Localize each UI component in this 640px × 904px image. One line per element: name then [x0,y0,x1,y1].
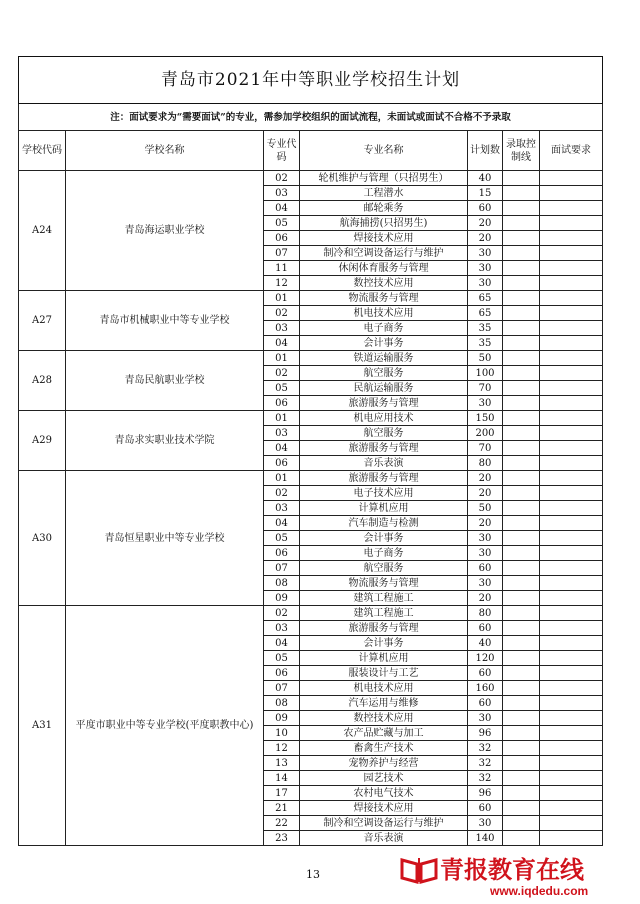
control-line-cell [503,381,540,396]
plan-count-cell: 70 [468,381,503,396]
plan-count-cell: 20 [468,516,503,531]
interview-cell [540,696,603,711]
interview-cell [540,726,603,741]
control-line-cell [503,501,540,516]
major-code-cell: 01 [264,351,300,366]
major-code-cell: 14 [264,771,300,786]
school-name-cell: 平度市职业中等专业学校(平度职教中心) [66,606,264,846]
major-name-cell: 物流服务与管理 [300,576,468,591]
interview-cell [540,441,603,456]
control-line-cell [503,216,540,231]
header-control-line: 录取控制线 [503,131,540,171]
control-line-cell [503,186,540,201]
school-code-cell: A29 [19,411,66,471]
table-row [19,291,603,306]
major-code-cell: 02 [264,171,300,186]
control-line-cell [503,591,540,606]
interview-cell [540,576,603,591]
major-name-cell: 航空服务 [300,426,468,441]
plan-count-cell: 65 [468,306,503,321]
major-name-cell: 数控技术应用 [300,711,468,726]
table-row [19,606,603,621]
control-line-cell [503,351,540,366]
school-name-cell: 青岛求实职业技术学院 [66,411,264,471]
plan-count-cell: 35 [468,336,503,351]
header-school-code: 学校代码 [19,131,66,171]
control-line-cell [503,201,540,216]
interview-cell [540,336,603,351]
school-code-cell: A30 [19,471,66,606]
interview-cell [540,321,603,336]
interview-cell [540,681,603,696]
control-line-cell [503,471,540,486]
plan-count-cell: 150 [468,411,503,426]
control-line-cell [503,171,540,186]
control-line-cell [503,561,540,576]
major-code-cell: 08 [264,696,300,711]
interview-cell [540,591,603,606]
control-line-cell [503,636,540,651]
table-row [19,351,603,366]
school-name-cell: 青岛民航职业学校 [66,351,264,411]
major-name-cell: 电子商务 [300,546,468,561]
interview-cell [540,531,603,546]
interview-cell [540,261,603,276]
major-code-cell: 13 [264,756,300,771]
control-line-cell [503,306,540,321]
school-code-cell: A31 [19,606,66,846]
major-code-cell: 03 [264,186,300,201]
major-code-cell: 06 [264,396,300,411]
plan-count-cell: 50 [468,351,503,366]
interview-cell [540,516,603,531]
plan-count-cell: 60 [468,666,503,681]
major-code-cell: 02 [264,306,300,321]
plan-count-cell: 30 [468,711,503,726]
control-line-cell [503,681,540,696]
control-line-cell [503,771,540,786]
interview-cell [540,801,603,816]
major-code-cell: 12 [264,276,300,291]
major-code-cell: 23 [264,831,300,846]
major-name-cell: 电子技术应用 [300,486,468,501]
plan-count-cell: 60 [468,201,503,216]
interview-note: 注：面试要求为“需要面试”的专业，需参加学校组织的面试流程，未面试或面试不合格不予录取 [19,104,603,131]
control-line-cell [503,321,540,336]
interview-cell [540,471,603,486]
table-row [19,171,603,186]
control-line-cell [503,831,540,846]
major-name-cell: 轮机维护与管理（只招男生） [300,171,468,186]
plan-count-cell: 30 [468,576,503,591]
major-code-cell: 22 [264,816,300,831]
major-code-cell: 01 [264,471,300,486]
major-name-cell: 休闲体育服务与管理 [300,261,468,276]
control-line-cell [503,336,540,351]
plan-count-cell: 100 [468,366,503,381]
school-name-cell: 青岛市机械职业中等专业学校 [66,291,264,351]
header-interview: 面试要求 [540,131,603,171]
major-code-cell: 01 [264,291,300,306]
major-name-cell: 电子商务 [300,321,468,336]
major-code-cell: 05 [264,651,300,666]
interview-cell [540,216,603,231]
interview-cell [540,231,603,246]
header-major-code: 专业代码 [264,131,300,171]
control-line-cell [503,261,540,276]
major-name-cell: 制冷和空调设备运行与维护 [300,246,468,261]
interview-cell [540,306,603,321]
plan-count-cell: 160 [468,681,503,696]
page-title: 青岛市2021年中等职业学校招生计划 [19,57,603,104]
plan-count-cell: 80 [468,606,503,621]
control-line-cell [503,456,540,471]
major-name-cell: 建筑工程施工 [300,591,468,606]
plan-count-cell: 20 [468,591,503,606]
interview-cell [540,561,603,576]
interview-cell [540,816,603,831]
control-line-cell [503,231,540,246]
plan-count-cell: 30 [468,816,503,831]
control-line-cell [503,531,540,546]
major-name-cell: 焊接技术应用 [300,801,468,816]
control-line-cell [503,711,540,726]
header-major-name: 专业名称 [300,131,468,171]
control-line-cell [503,546,540,561]
page-number: 13 [306,868,320,881]
major-name-cell: 机电技术应用 [300,681,468,696]
interview-cell [540,276,603,291]
control-line-cell [503,291,540,306]
major-code-cell: 04 [264,516,300,531]
control-line-cell [503,426,540,441]
major-code-cell: 07 [264,246,300,261]
major-code-cell: 02 [264,366,300,381]
plan-count-cell: 60 [468,801,503,816]
interview-cell [540,831,603,846]
control-line-cell [503,741,540,756]
major-code-cell: 03 [264,426,300,441]
plan-count-cell: 30 [468,531,503,546]
major-name-cell: 航空服务 [300,561,468,576]
plan-count-cell: 20 [468,486,503,501]
major-name-cell: 园艺技术 [300,771,468,786]
major-name-cell: 汽车运用与维修 [300,696,468,711]
plan-count-cell: 32 [468,741,503,756]
major-name-cell: 铁道运输服务 [300,351,468,366]
major-code-cell: 03 [264,621,300,636]
plan-count-cell: 32 [468,756,503,771]
major-name-cell: 会计事务 [300,531,468,546]
school-name-cell: 青岛恒星职业中等专业学校 [66,471,264,606]
plan-count-cell: 30 [468,261,503,276]
control-line-cell [503,801,540,816]
interview-cell [540,486,603,501]
plan-count-cell: 20 [468,231,503,246]
major-code-cell: 11 [264,261,300,276]
major-code-cell: 09 [264,711,300,726]
plan-count-cell: 30 [468,246,503,261]
interview-cell [540,621,603,636]
major-code-cell: 05 [264,216,300,231]
plan-count-cell: 120 [468,651,503,666]
major-code-cell: 03 [264,321,300,336]
major-name-cell: 航空服务 [300,366,468,381]
plan-count-cell: 96 [468,786,503,801]
major-code-cell: 06 [264,456,300,471]
interview-cell [540,366,603,381]
major-name-cell: 音乐表演 [300,456,468,471]
major-name-cell: 服装设计与工艺 [300,666,468,681]
major-code-cell: 08 [264,576,300,591]
interview-cell [540,501,603,516]
control-line-cell [503,411,540,426]
major-name-cell: 机电应用技术 [300,411,468,426]
major-code-cell: 17 [264,786,300,801]
major-name-cell: 航海捕捞(只招男生) [300,216,468,231]
interview-cell [540,771,603,786]
interview-cell [540,456,603,471]
control-line-cell [503,651,540,666]
major-code-cell: 05 [264,531,300,546]
major-name-cell: 汽车制造与检测 [300,516,468,531]
plan-count-cell: 20 [468,471,503,486]
interview-cell [540,381,603,396]
interview-cell [540,171,603,186]
interview-cell [540,651,603,666]
plan-count-cell: 200 [468,426,503,441]
major-name-cell: 邮轮乘务 [300,201,468,216]
school-code-cell: A28 [19,351,66,411]
major-name-cell: 物流服务与管理 [300,291,468,306]
interview-cell [540,606,603,621]
school-code-cell: A24 [19,171,66,291]
interview-cell [540,396,603,411]
table-row [19,471,603,486]
major-name-cell: 旅游服务与管理 [300,471,468,486]
plan-count-cell: 20 [468,216,503,231]
watermark-brand: 青报教育在线 [440,855,584,884]
interview-cell [540,351,603,366]
control-line-cell [503,666,540,681]
major-name-cell: 计算机应用 [300,501,468,516]
school-name-cell: 青岛海运职业学校 [66,171,264,291]
plan-count-cell: 30 [468,546,503,561]
control-line-cell [503,726,540,741]
major-code-cell: 03 [264,501,300,516]
control-line-cell [503,246,540,261]
interview-cell [540,756,603,771]
major-code-cell: 10 [264,726,300,741]
interview-cell [540,201,603,216]
plan-count-cell: 40 [468,171,503,186]
major-code-cell: 21 [264,801,300,816]
major-code-cell: 04 [264,201,300,216]
control-line-cell [503,516,540,531]
plan-count-cell: 40 [468,636,503,651]
major-code-cell: 07 [264,561,300,576]
control-line-cell [503,786,540,801]
major-name-cell: 机电技术应用 [300,306,468,321]
header-plan-count: 计划数 [468,131,503,171]
major-code-cell: 04 [264,636,300,651]
watermark [398,850,638,904]
major-code-cell: 02 [264,606,300,621]
plan-count-cell: 30 [468,396,503,411]
major-code-cell: 09 [264,591,300,606]
plan-count-cell: 30 [468,276,503,291]
plan-count-cell: 65 [468,291,503,306]
major-name-cell: 会计事务 [300,636,468,651]
major-code-cell: 04 [264,336,300,351]
plan-count-cell: 80 [468,456,503,471]
control-line-cell [503,576,540,591]
interview-cell [540,636,603,651]
admission-plan-table [18,56,603,846]
control-line-cell [503,606,540,621]
plan-count-cell: 60 [468,696,503,711]
interview-cell [540,741,603,756]
major-name-cell: 民航运输服务 [300,381,468,396]
major-name-cell: 旅游服务与管理 [300,621,468,636]
plan-count-cell: 140 [468,831,503,846]
major-name-cell: 制冷和空调设备运行与维护 [300,816,468,831]
major-code-cell: 12 [264,741,300,756]
plan-count-cell: 60 [468,561,503,576]
control-line-cell [503,366,540,381]
watermark-url: www.iqdedu.com [490,884,589,898]
control-line-cell [503,276,540,291]
major-name-cell: 农村电气技术 [300,786,468,801]
major-code-cell: 07 [264,681,300,696]
plan-count-cell: 35 [468,321,503,336]
header-school-name: 学校名称 [66,131,264,171]
major-name-cell: 建筑工程施工 [300,606,468,621]
interview-cell [540,411,603,426]
major-code-cell: 01 [264,411,300,426]
plan-count-cell: 60 [468,621,503,636]
major-name-cell: 畜禽生产技术 [300,741,468,756]
major-code-cell: 05 [264,381,300,396]
interview-cell [540,246,603,261]
plan-count-cell: 32 [468,771,503,786]
control-line-cell [503,441,540,456]
major-name-cell: 会计事务 [300,336,468,351]
major-name-cell: 宠物养护与经营 [300,756,468,771]
major-name-cell: 数控技术应用 [300,276,468,291]
major-code-cell: 02 [264,486,300,501]
major-code-cell: 06 [264,546,300,561]
interview-cell [540,186,603,201]
control-line-cell [503,486,540,501]
interview-cell [540,546,603,561]
major-name-cell: 旅游服务与管理 [300,441,468,456]
plan-count-cell: 15 [468,186,503,201]
major-name-cell: 工程潜水 [300,186,468,201]
plan-count-cell: 96 [468,726,503,741]
major-name-cell: 音乐表演 [300,831,468,846]
major-code-cell: 06 [264,666,300,681]
control-line-cell [503,696,540,711]
open-book-icon [400,854,438,884]
interview-cell [540,786,603,801]
major-code-cell: 04 [264,441,300,456]
interview-cell [540,711,603,726]
interview-cell [540,426,603,441]
control-line-cell [503,816,540,831]
plan-count-cell: 70 [468,441,503,456]
control-line-cell [503,756,540,771]
major-name-cell: 农产品贮藏与加工 [300,726,468,741]
school-code-cell: A27 [19,291,66,351]
major-name-cell: 旅游服务与管理 [300,396,468,411]
control-line-cell [503,621,540,636]
major-name-cell: 计算机应用 [300,651,468,666]
interview-cell [540,291,603,306]
control-line-cell [503,396,540,411]
plan-count-cell: 50 [468,501,503,516]
table-row [19,411,603,426]
interview-cell [540,666,603,681]
major-code-cell: 06 [264,231,300,246]
major-name-cell: 焊接技术应用 [300,231,468,246]
